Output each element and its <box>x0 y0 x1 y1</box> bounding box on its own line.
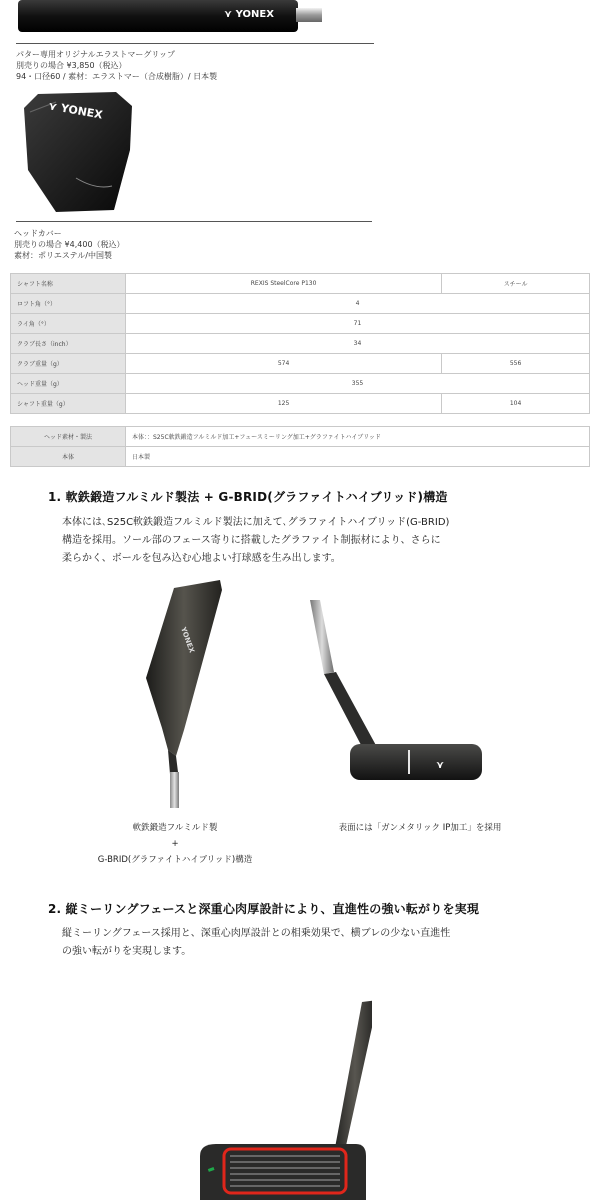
table-header-cell: ロフト角（°） <box>11 294 126 314</box>
grip-description <box>16 49 217 82</box>
table-cell: 556 <box>442 354 590 374</box>
headcover-line: ヘッドカバー <box>14 229 62 238</box>
table-row <box>11 427 590 447</box>
grip-brand-logo <box>224 9 274 20</box>
table-cell: REXIS SteelCore P130 <box>126 274 442 294</box>
table-row <box>11 447 590 467</box>
caption-left-line: 軟鉄鍛造フルミルド製 <box>132 823 218 833</box>
table-row <box>11 394 590 414</box>
grip-divider <box>16 43 374 44</box>
section1-body-line: 柔らかく、ボールを包み込む心地よい打球感を生み出します。 <box>62 553 341 564</box>
table-cell: 355 <box>126 374 590 394</box>
table-cell: 125 <box>126 394 442 414</box>
table-header-cell: シャフト重量（g） <box>11 394 126 414</box>
yonex-mark-icon: ⋎ <box>47 99 59 114</box>
table-header-cell: クラブ重量（g） <box>11 354 126 374</box>
headcover-line: 素材：ポリエステル/中国製 <box>14 251 112 260</box>
section1-body-line: 構造を採用。ソール部のフェース寄りに搭載したグラファイト制振材により、さらに <box>62 535 441 546</box>
table-cell: スチール <box>442 274 590 294</box>
table-cell: 34 <box>126 334 590 354</box>
table-row <box>11 334 590 354</box>
section1-heading: 1. 軟鉄鍛造フルミルド製法 + G-BRID(グラファイトハイブリッド)構造 <box>48 490 448 504</box>
putter-face-image <box>196 980 372 1200</box>
headcover-description <box>14 228 125 261</box>
grip-line: 94・口径60 / 素材：エラストマー（合成樹脂）/ 日本製 <box>16 72 218 81</box>
table-header-cell: ヘッド素材・製法 <box>11 427 126 447</box>
table-header-cell: ライ角（°） <box>11 314 126 334</box>
caption-right: 表面には「ガンメタリック IP加工」を採用 <box>338 823 502 833</box>
headcover-line: 別売りの場合 ¥4,400（税込） <box>14 240 125 249</box>
table-header-cell: シャフト名称 <box>11 274 126 294</box>
table-header-cell: ヘッド重量（g） <box>11 374 126 394</box>
grip-line: パター専用オリジナルエラストマーグリップ <box>16 50 176 59</box>
spec-table <box>10 273 590 414</box>
section2-heading: 2. 縦ミーリングフェースと深重心肉厚設計により、直進性の強い転がりを実現 <box>48 902 480 916</box>
table-row <box>11 294 590 314</box>
section2-body-line: 縦ミーリングフェース採用と、深重心肉厚設計との相乗効果で、横ブレの少ない直進性 <box>62 928 451 939</box>
table-header-cell: 本体 <box>11 447 126 467</box>
section1-body-line: 本体には､S25C軟鉄鍛造フルミルド製法に加えて､グラファイトハイブリッド(G-BRID) <box>62 517 450 528</box>
grip-line: 別売りの場合 ¥3,850（税込） <box>16 61 127 70</box>
table-cell: 71 <box>126 314 590 334</box>
headcover-brand: YONEX <box>59 101 104 122</box>
putter-back-image <box>128 580 252 810</box>
putter-back-brand: YONEX <box>179 626 196 654</box>
table-row <box>11 354 590 374</box>
table-cell: 574 <box>126 354 442 374</box>
table-cell: 4 <box>126 294 590 314</box>
caption-left-line: + <box>171 839 179 849</box>
caption-left <box>60 820 290 868</box>
table-row <box>11 274 590 294</box>
grip-brand: YONEX <box>235 9 274 20</box>
table-cell: 本体：：S25C軟鉄鍛造フルミルド加工+フェースミーリング加工+グラファイトハイブリッド <box>126 427 590 447</box>
material-table <box>10 426 590 467</box>
section1-body <box>62 514 449 568</box>
headcover-divider <box>16 221 372 222</box>
caption-left-line: G-BRID(グラファイトハイブリッド)構造 <box>97 855 253 865</box>
table-cell: 日本製 <box>126 447 590 467</box>
table-row <box>11 314 590 334</box>
section2-body-line: の強い転がりを実現します。 <box>62 946 192 957</box>
table-cell: 104 <box>442 394 590 414</box>
yonex-mark-icon: ⋎ <box>224 9 233 20</box>
putter-address-image <box>306 600 486 800</box>
table-header-cell: クラブ長さ（inch） <box>11 334 126 354</box>
grip-image <box>18 0 322 34</box>
table-row <box>11 374 590 394</box>
yonex-mark-icon: ⋎ <box>436 760 445 771</box>
section2-body <box>62 925 450 961</box>
